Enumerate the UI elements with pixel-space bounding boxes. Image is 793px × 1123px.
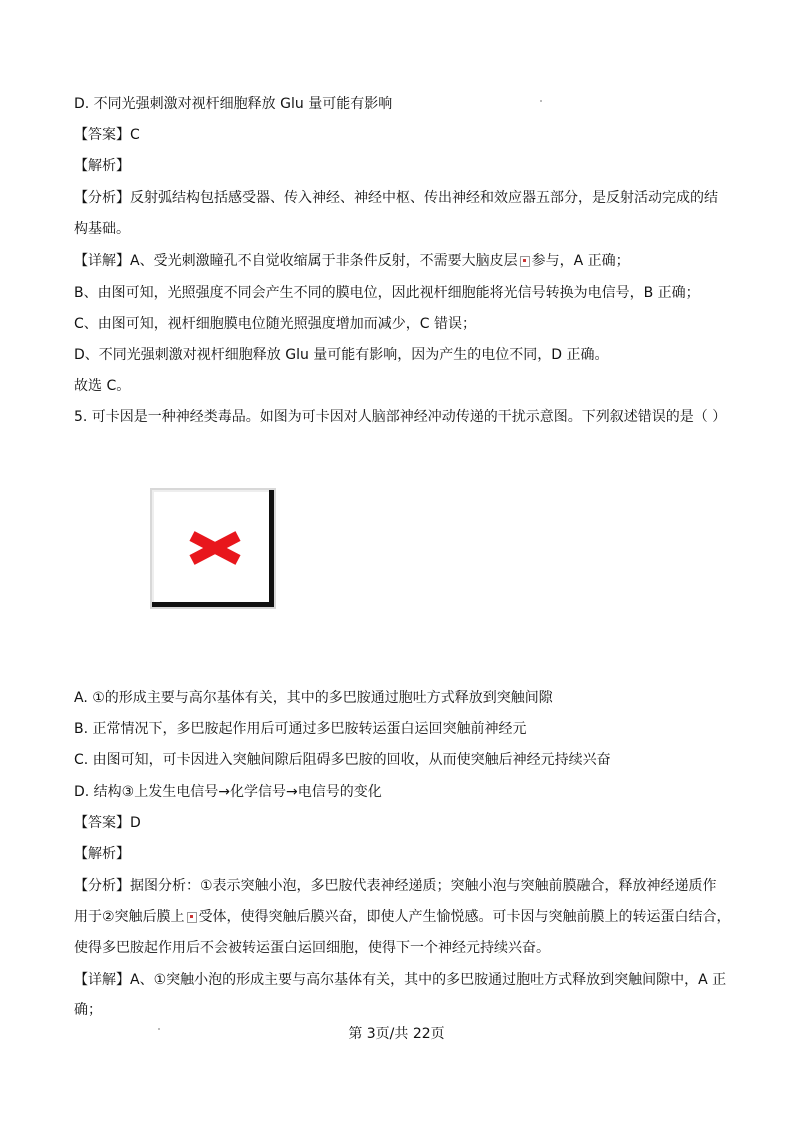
broken-char-icon <box>187 912 197 923</box>
detail-b: B、由图可知，光照强度不同会产生不同的膜电位，因此视杆细胞能将光信号转换为电信号，B 正确； <box>74 285 700 301</box>
analysis-text-2-part-cont: 受体，使得突触后膜兴奋，即使人产生愉悦感。可卡因与突触前膜上的转运蛋白结合， <box>198 909 731 925</box>
broken-char-icon <box>520 256 530 267</box>
option-d: D. 结构③上发生电信号→化学信号→电信号的变化 <box>74 784 382 800</box>
detail-a-text-cont: 参与，A 正确； <box>531 253 630 269</box>
detail-a-2-cont: 确； <box>74 1002 102 1018</box>
detail-a-text: 【详解】A、受光刺激瞳孔不自觉收缩属于非条件反射，不需要大脑皮层 <box>74 253 518 269</box>
analysis-text-2: 【分析】据图分析：①表示突触小泡，多巴胺代表神经递质；突触小泡与突触前膜融合，释放神经递质作 <box>74 878 717 894</box>
red-x-icon <box>152 490 274 607</box>
analysis-text-2-cont <box>74 907 743 927</box>
option-c: C. 由图可知，可卡因进入突触间隙后阻碍多巴胺的回收，从而使突触后神经元持续兴奋 <box>74 752 611 768</box>
analysis-text-2-part: 用于②突触后膜上 <box>74 909 185 925</box>
question-5-stem: 5. 可卡因是一种神经类毒品。如图为可卡因对人脑部神经冲动传递的干扰示意图。下列叙述错误的是（ ） <box>74 409 727 425</box>
option-d-prev: D. 不同光强刺激对视杆细胞释放 Glu 量可能有影响 <box>74 96 393 112</box>
answer-label-2: 【答案】D <box>74 815 141 831</box>
analysis-text-cont: 构基础。 <box>74 221 130 237</box>
page-number: 第 3页/共 22页 <box>348 1026 445 1042</box>
detail-a-2: 【详解】A、①突触小泡的形成主要与高尔基体有关，其中的多巴胺通过胞吐方式释放到突触间隙中，A 正 <box>74 972 727 988</box>
detail-d: D、不同光强刺激对视杆细胞释放 Glu 量可能有影响，因为产生的电位不同，D 正确。 <box>74 347 609 363</box>
detail-a <box>74 251 753 271</box>
conclusion: 故选 C。 <box>74 378 131 394</box>
detail-c: C、由图可知，视杆细胞膜电位随光照强度增加而减少，C 错误； <box>74 316 476 332</box>
analysis-text: 【分析】反射弧结构包括感受器、传入神经、神经中枢、传出神经和效应器五部分，是反射活动完成的结 <box>74 190 718 206</box>
answer-label: 【答案】C <box>74 127 140 143</box>
broken-image-icon <box>150 488 276 609</box>
analysis-heading: 【解析】 <box>74 158 130 174</box>
analysis-heading-2: 【解析】 <box>74 846 130 862</box>
option-a: A. ①的形成主要与高尔基体有关，其中的多巴胺通过胞吐方式释放到突触间隙 <box>74 690 553 706</box>
analysis-text-2-end: 使得多巴胺起作用后不会被转运蛋白运回细胞，使得下一个神经元持续兴奋。 <box>74 940 550 956</box>
option-b: B. 正常情况下，多巴胺起作用后可通过多巴胺转运蛋白运回突触前神经元 <box>74 721 527 737</box>
